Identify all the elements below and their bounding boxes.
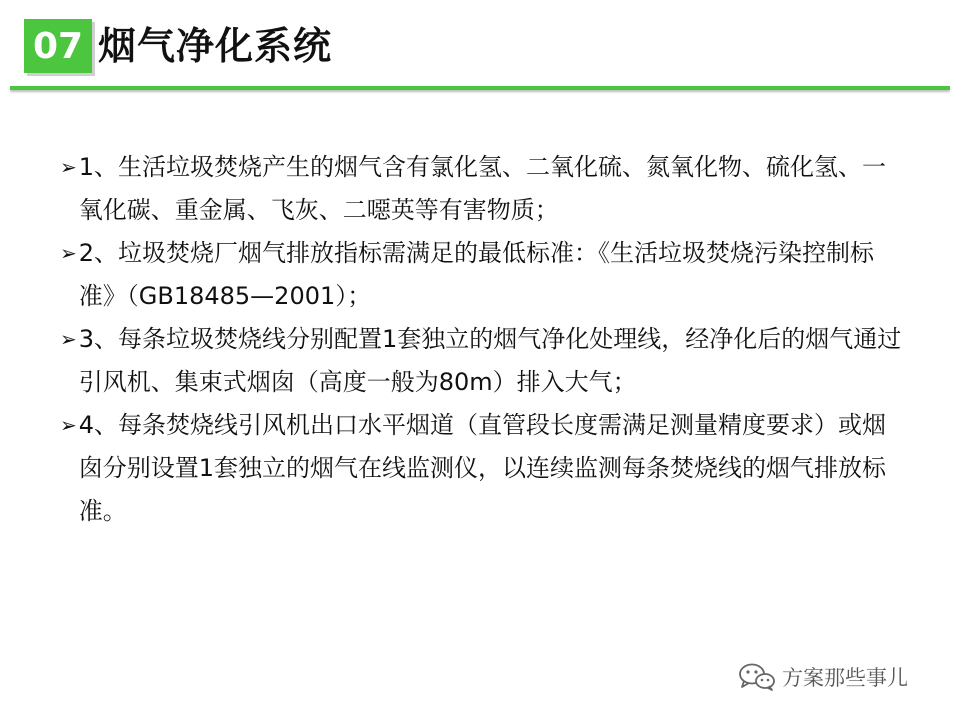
list-item	[60, 232, 910, 318]
page-title: 烟气净化系统	[98, 24, 333, 68]
slide-header	[0, 0, 960, 100]
wechat-icon	[738, 662, 776, 692]
section-number-badge: 07	[24, 19, 92, 73]
list-item-text: 1、生活垃圾焚烧产生的烟气含有氯化氢、二氧化硫、氮氧化物、硫化氢、一氧化碳、重金属、飞灰、二噁英等有害物质；	[78, 153, 887, 224]
list-item-text: 2、垃圾焚烧厂烟气排放指标需满足的最低标准：《生活垃圾焚烧污染控制标准》（GB18485—2001）；	[78, 239, 875, 310]
watermark-text: 方案那些事儿	[782, 666, 908, 690]
arrow-bullet-icon: ➢	[60, 327, 77, 351]
arrow-bullet-icon: ➢	[60, 155, 77, 179]
list-item	[60, 146, 910, 232]
list-item-text: 4、每条焚烧线引风机出口水平烟道（直管段长度需满足测量精度要求）或烟囱分别设置1套独立的烟气在线监测仪，以连续监测每条焚烧线的烟气排放标准。	[78, 411, 887, 525]
list-item	[60, 404, 910, 533]
arrow-bullet-icon: ➢	[60, 413, 77, 437]
arrow-bullet-icon: ➢	[60, 241, 77, 265]
list-item	[60, 318, 910, 404]
watermark	[738, 660, 908, 694]
bullet-list	[60, 146, 910, 533]
list-item-text: 3、每条垃圾焚烧线分别配置1套独立的烟气净化处理线，经净化后的烟气通过引风机、集束式烟囱（高度一般为80m）排入大气；	[78, 325, 902, 396]
title-divider	[10, 86, 950, 90]
